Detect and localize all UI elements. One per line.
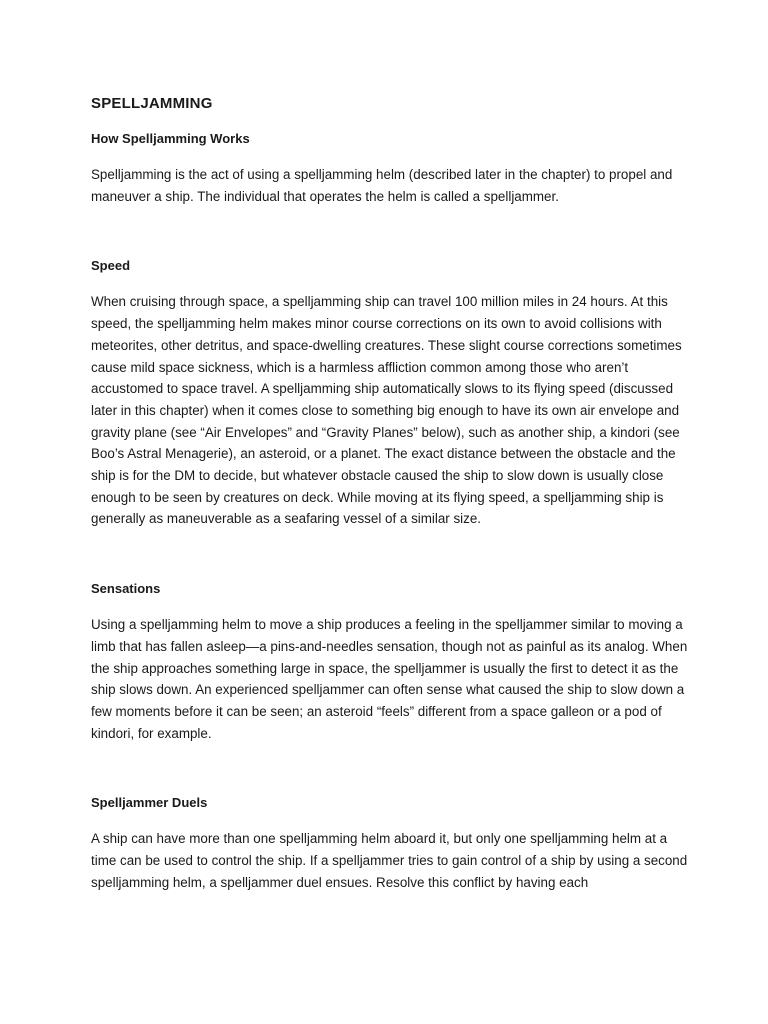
document-title: SPELLJAMMING [91,95,213,112]
paragraph: Spelljamming is the act of using a spelljamming helm (described later in the chapter) to propel and maneuver a ship. The individual that operates the helm is called a spelljammer. [91,167,673,204]
section-sensations [91,580,691,744]
section-speed [91,257,691,530]
section-heading: Sensations [91,581,161,597]
paragraph: When cruising through space, a spelljamming ship can travel 100 million miles in 24 hours. At this speed, the spelljamming helm makes minor course corrections on its own to avoid collisions with meteorites, other detritus, and space-dwelling creatures. These slight course corrections sometimes cause mild space sickness, which is a harmless affliction common among those who aren’t accustomed to space travel. A spelljamming ship automatically slows to its flying speed (discussed later in this chapter) when it comes close to something big enough to have its own air envelope and gravity plane (see “Air Envelopes” and “Gravity Planes” below), such as another ship, a kindori (see Boo’s Astral Menagerie), an asteroid, or a planet. The exact distance between the obstacle and the ship is for the DM to decide, but whatever obstacle caused the ship to slow down is usually close enough to be seen by creatures on deck. While moving at its flying speed, a spelljamming ship is generally as maneuverable as a seafaring vessel of a similar size. [91,294,682,527]
document-page [91,94,691,893]
section-heading: Speed [91,258,131,274]
paragraph: Using a spelljamming helm to move a ship produces a feeling in the spelljammer similar to moving a limb that has fallen asleep—a pins-and-needles sensation, though not as painful as its analog. When the ship approaches something large in space, the spelljammer is usually the first to detect it as the ship slows down. An experienced spelljammer can often sense what caused the ship to slow down a few moments before it can be seen; an asteroid “feels” different from a space galleon or a pod of kindori, for example. [91,617,688,741]
section-how-spelljamming-works [91,130,691,207]
section-spelljammer-duels [91,794,691,893]
section-heading: How Spelljamming Works [91,131,250,146]
section-heading: Spelljammer Duels [91,795,208,811]
paragraph: A ship can have more than one spelljamming helm aboard it, but only one spelljamming helm at a time can be used to control the ship. If a spelljammer tries to gain control of a ship by using a second spelljamming helm, a spelljammer duel ensues. Resolve this conflict by having each [91,831,688,890]
